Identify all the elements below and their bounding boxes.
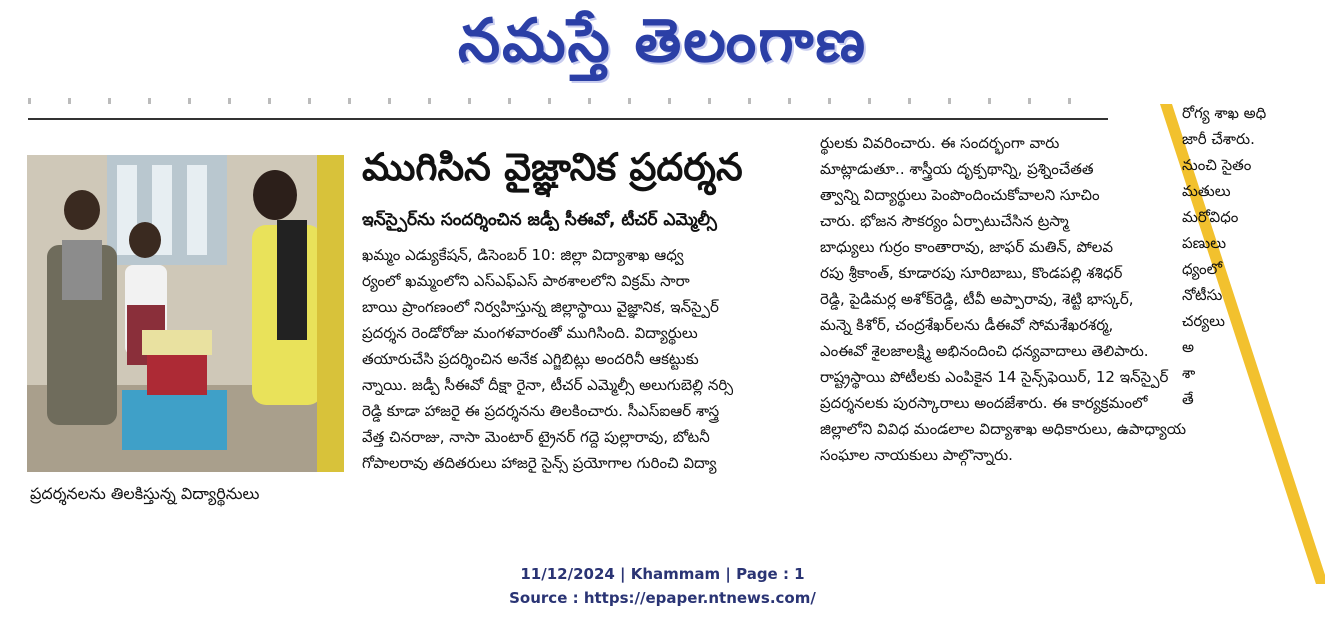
source-link[interactable]: Source : https://epaper.ntnews.com/ <box>509 589 816 607</box>
text-line: పణులు <box>1182 234 1227 252</box>
text-line: అ <box>1182 338 1195 356</box>
students-photo <box>27 155 344 472</box>
text-line: శా <box>1182 364 1196 382</box>
text-line: ఖమ్మం ఎడ్యుకేషన్, డిసెంబర్ 10: జిల్లా విద్యాశాఖ ఆధ్వ <box>362 246 684 264</box>
text-line: గోపాలరావు తదితరులు హాజరై సైన్స్ ప్రయోగాల గురించి విద్యా <box>362 454 717 472</box>
article-subheadline: ఇన్‌స్పైర్‌ను సందర్శించిన జడ్పీ సీఈవో, టీచర్ ఎమ్మెల్సీ <box>362 210 717 230</box>
text-line: జిల్లాలోని వివిధ మండలాల విద్యాశాఖ అధికారులు, ఉపాధ్యాయ <box>820 420 1187 438</box>
text-line: వేత్త చినరాజు, నాసా మెంటార్ ట్రైనర్ గద్దె పుల్లారావు, బోటనీ <box>362 428 710 446</box>
text-line: రెడ్డి, పైడిమర్ల అశోక్‌రెడ్డి, టీవీ అప్పారావు, శెట్టి భాస్కర్, <box>820 290 1134 308</box>
text-line: ర్యంలో ఖమ్మంలోని ఎస్ఎఫ్ఎస్ పాఠశాలలోని విక్రమ్ సారా <box>362 272 690 290</box>
text-line: త్వాన్ని విద్యార్థులు పెంపొందించుకోవాలని సూచిం <box>820 186 1100 204</box>
text-line: బాయి ప్రాంగణంలో నిర్వహిస్తున్న జిల్లాస్థాయి వైజ్ఞానిక, ఇన్‌స్పైర్ <box>362 298 719 316</box>
text-line: చారు. భోజన సౌకర్యం ఏర్పాటుచేసిన ట్రస్మా <box>820 212 1069 230</box>
text-line: నోటీసు <box>1182 286 1223 304</box>
article-photo <box>27 155 344 472</box>
text-line: మరోవిధం <box>1182 208 1239 226</box>
text-line: జారీ చేశారు. <box>1182 130 1255 148</box>
text-line: ఎంఈవో శైలజాలక్ష్మి అభినందించి ధన్యవాదాలు తెలిపారు. <box>820 342 1149 360</box>
masthead <box>0 0 1325 92</box>
page-footer <box>0 562 1325 610</box>
text-line: ధ్యంలో <box>1182 260 1223 278</box>
article-column-1 <box>362 242 800 476</box>
text-line: తే <box>1182 390 1194 408</box>
text-line: చర్యలు <box>1182 312 1225 330</box>
text-line: బాధ్యులు గుర్రం కాంతారావు, జాఫర్ మతిన్, పోలవ <box>820 238 1114 256</box>
text-line: మతులు <box>1182 182 1231 200</box>
text-line: న్నాయి. జడ్పీ సీఈవో దీక్షా రైనా, టీచర్ ఎమ్మెల్సీ అలుగుబెల్లి నర్సి <box>362 376 734 394</box>
text-line: ర్థులకు వివరించారు. ఈ సందర్భంగా వారు <box>820 134 1060 152</box>
adjacent-article-fragment <box>1182 100 1325 412</box>
previous-article-cutoff <box>28 98 1108 104</box>
newspaper-logo: నమస్తే తెలంగాణ <box>457 6 868 76</box>
text-line: నుంచి సైతం <box>1182 156 1252 174</box>
article-headline: ముగిసిన వైజ్ఞానిక ప్రదర్శన <box>362 145 743 189</box>
photo-caption: ప్రదర్శనలను తిలకిస్తున్న విద్యార్థినులు <box>30 484 260 503</box>
text-line: రాష్ట్రస్థాయి పోటీలకు ఎంపికైన 14 సైన్స్‌ఫెయిర్, 12 ఇన్‌స్పైర్ <box>820 368 1169 386</box>
text-line: తయారుచేసి ప్రదర్శించిన అనేక ఎగ్జిబిట్లు అందరినీ ఆకట్టుకు <box>362 350 699 368</box>
section-divider <box>28 118 1108 120</box>
text-line: మన్నె కిశోర్, చంద్రశేఖర్‌లను డీఈవో సోమశేఖరశర్మ, <box>820 316 1114 334</box>
text-line: రపు శ్రీకాంత్, కూడారపు సూరిబాబు, కొండపల్లి శశిధర్ <box>820 264 1123 282</box>
text-line: ప్రదర్శనలకు పురస్కారాలు అందజేశారు. ఈ కార్యక్రమంలో <box>820 394 1148 412</box>
text-line: ప్రదర్శన రెండోరోజు మంగళవారంతో ముగిసింది. విద్యార్థులు <box>362 324 698 342</box>
edition-info: 11/12/2024 | Khammam | Page : 1 <box>520 565 805 583</box>
text-line: సంఘాల నాయకులు పాల్గొన్నారు. <box>820 446 1013 464</box>
text-line: మాట్లాడుతూ.. శాస్త్రీయ దృక్పథాన్ని, ప్రశ్నించేతత <box>820 160 1094 178</box>
text-line: రెడ్డి కూడా హాజరై ఈ ప్రదర్శనను తిలకించారు. సీఎస్ఐఆర్ శాస్త్ర <box>362 402 720 420</box>
text-line: రోగ్య శాఖ అధి <box>1182 104 1267 122</box>
